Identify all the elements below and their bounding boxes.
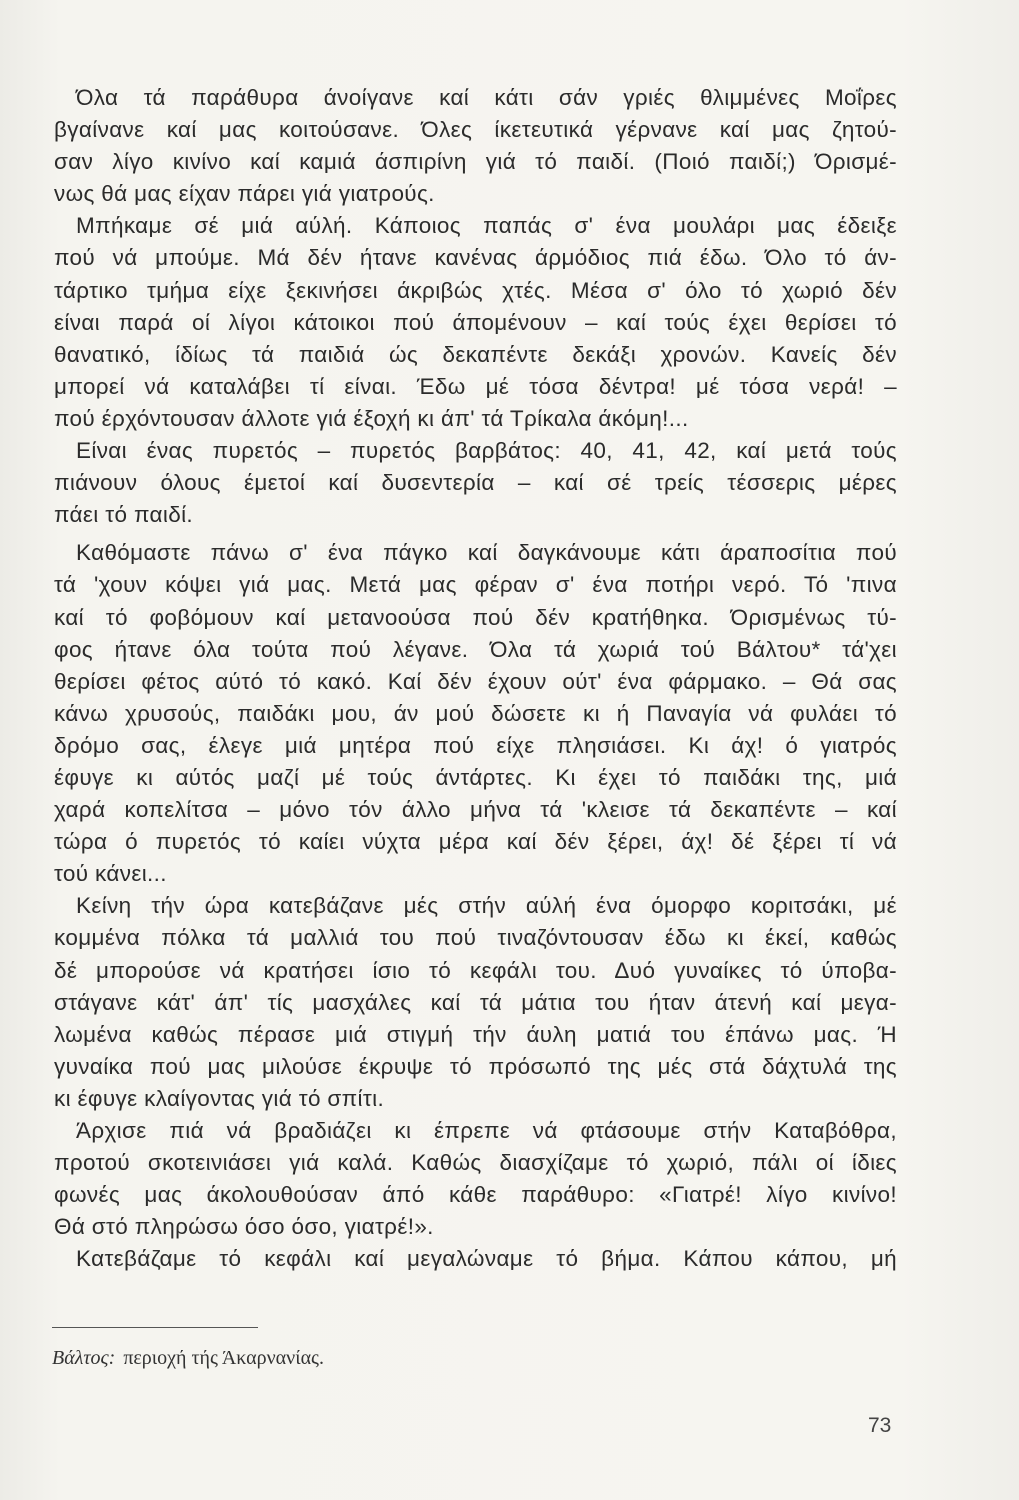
text-line: λωμένα καθώς πέρασε μιά στιγμή τήν άυλη ματιά του έπάνω μας. Ή [54, 1021, 897, 1047]
text-line: Καθόμαστε πάνω σ' ένα πάγκο καί δαγκάνουμε κάτι άραποσίτια πού [76, 540, 897, 566]
text-line: τά 'χουν κόψει γιά μας. Μετά μας φέραν σ' ένα ποτήρι νερό. Τό 'πινα [54, 572, 897, 598]
footnote-term: Βάλτος: [52, 1347, 116, 1369]
text-line: προτού σκοτεινιάσει γιά καλά. Καθώς διασχίζαμε τό χωριό, πάλι οί ίδιες [54, 1150, 897, 1176]
text-line: καί τό φοβόμουν καί μετανοούσα πού δέν κρατήθηκα. Όρισμένως τύ- [54, 604, 897, 630]
text-line: χαρά κοπελίτσα – μόνο τόν άλλο μήνα τά 'κλεισε τά δεκαπέντε – καί [54, 797, 897, 823]
text-line: τού κάνει... [54, 861, 167, 887]
text-line: Όλα τά παράθυρα άνοίγανε καί κάτι σάν γριές θλιμμένες Μοΐρες [76, 85, 897, 110]
text-line: φωνές μας άκολουθούσαν άπό κάθε παράθυρο: «Γιατρέ! λίγο κινίνο! [54, 1182, 897, 1208]
footnote-divider [52, 1327, 258, 1328]
text-line: σαν λίγο κινίνο καί καμιά άσπιρίνη γιά τό παιδί. (Ποιό παιδί;) Όρισμέ- [54, 149, 897, 175]
text-line: Άρχισε πιά νά βραδιάζει κι έπρεπε νά φτάσουμε στήν Καταβόθρα, [76, 1118, 897, 1143]
text-line: στάγανε κάτ' άπ' τίς μασχάλες καί τά μάτια του ήταν άτενή καί μεγα- [54, 989, 897, 1015]
text-line: δρόμο σας, έλεγε μιά μητέρα πού είχε πλησιάσει. Κι άχ! ό γιατρός [54, 732, 897, 758]
text-line: κομμένα πόλκα τά μαλλιά του πού τιναζόντουσαν έδω κι έκεί, καθώς [54, 925, 897, 951]
text-line: κι έφυγε κλαίγοντας γιά τό σπίτι. [54, 1085, 385, 1111]
text-line: γυναίκα πού μας μιλούσε έκρυψε τό πρόσωπό της μές στά δάχτυλά της [54, 1053, 897, 1079]
text-line: βγαίνανε καί μας κοιτούσανε. Όλες ίκετευτικά γέρνανε καί μας ζητού- [54, 117, 897, 143]
text-line: Κατεβάζαμε τό κεφάλι καί μεγαλώναμε τό βήμα. Κάπου κάπου, μή [76, 1246, 897, 1272]
text-line: τάρτικο τμήμα είχε ξεκινήσει άκριβώς χτές. Μέσα σ' όλο τό χωριό δέν [54, 277, 897, 303]
text-line: πάει τό παιδί. [54, 502, 194, 528]
text-line: τώρα ό πυρετός τό καίει νύχτα μέρα καί δέν ξέρει, άχ! δέ ξέρει τί νά [54, 829, 897, 855]
body-text [54, 82, 897, 1275]
text-line: πού έρχόντουσαν άλλοτε γιά έξοχή κι άπ' τά Τρίκαλα άκόμη!... [54, 405, 689, 431]
text-line: νως θά μας είχαν πάρει γιά γιατρούς. [54, 181, 435, 207]
text-line: πού νά μπούμε. Μά δέν ήτανε κανένας άρμόδιος πιά έδω. Όλο τό άν- [54, 245, 897, 271]
text-line: φος ήτανε όλα τούτα πού λέγανε. Όλα τά χωριά τού Βάλτου* τά'χει [54, 636, 897, 662]
text-line: είναι παρά οί λίγοι κάτοικοι πού άπομένουν – καί τούς έχει θερίσει τό [54, 309, 897, 335]
text-line: μπορεί νά καταλάβει τί είναι. Έδω μέ τόσα δέντρα! μέ τόσα νερά! – [54, 373, 897, 399]
text-line: θερίσει φέτος αύτό τό κακό. Καί δέν έχουν ούτ' ένα φάρμακο. – Θά σας [54, 668, 897, 694]
footnote-text: περιοχή τής Άκαρνανίας. [123, 1347, 324, 1369]
text-line: κάνω χρυσούς, παιδάκι μου, άν μού δώσετε κι ή Παναγία νά φυλάει τό [54, 700, 897, 726]
text-line: δέ μπορούσε νά κρατήσει ίσιο τό κεφάλι του. Δυό γυναίκες τό ύποβα- [54, 957, 897, 983]
footnote [52, 1347, 324, 1370]
page-number: 73 [868, 1414, 892, 1437]
text-line: πιάνουν όλους έμετοί καί δυσεντερία – καί σέ τρείς τέσσερις μέρες [54, 470, 897, 496]
text-line: έφυγε κι αύτός μαζί μέ τούς άντάρτες. Κι έχει τό παιδάκι της, μιά [54, 764, 897, 790]
text-line: Θά στό πληρώσω όσο όσο, γιατρέ!». [54, 1214, 434, 1240]
text-line: Μπήκαμε σέ μιά αύλή. Κάποιος παπάς σ' ένα μουλάρι μας έδειξε [76, 213, 897, 239]
text-line: Κείνη τήν ώρα κατεβάζανε μές στήν αύλή ένα όμορφο κοριτσάκι, μέ [76, 893, 897, 919]
text-line: Είναι ένας πυρετός – πυρετός βαρβάτος: 40, 41, 42, καί μετά τούς [76, 438, 897, 464]
text-line: θανατικό, ίδίως τά παιδιά ώς δεκαπέντε δεκάξι χρονών. Κανείς δέν [54, 341, 897, 367]
